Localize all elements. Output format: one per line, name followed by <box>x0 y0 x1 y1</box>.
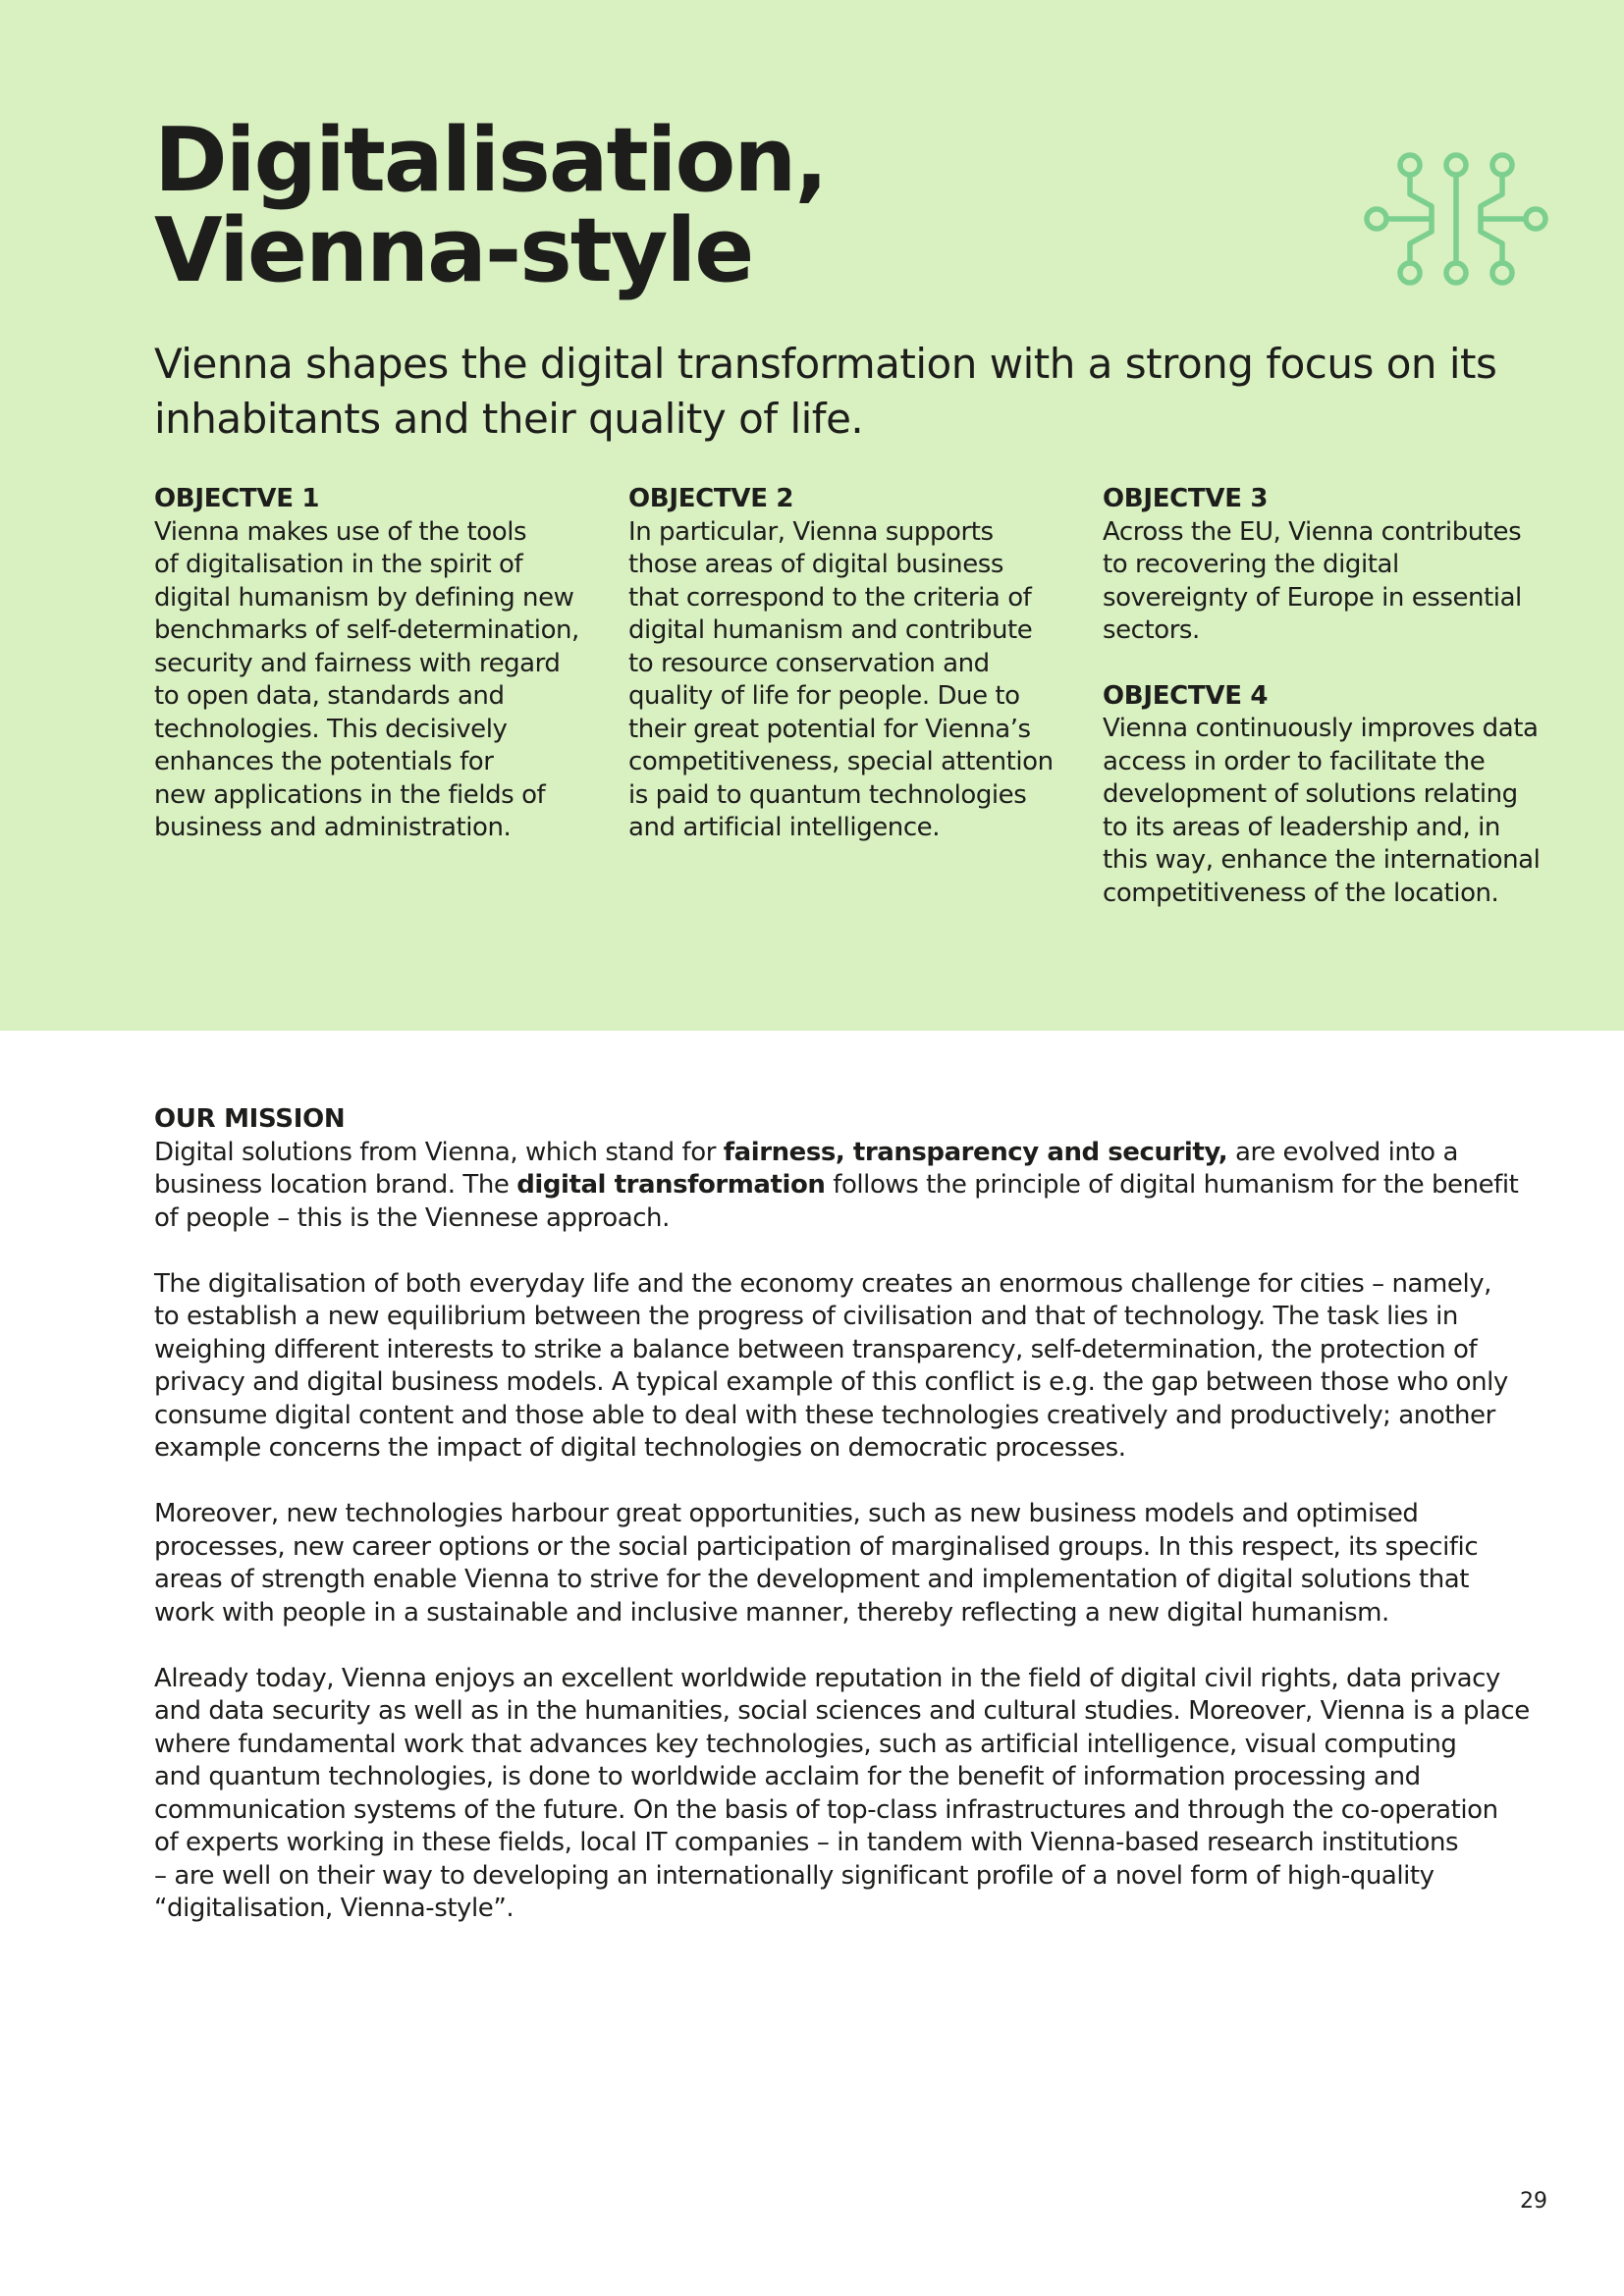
text-line: The digitalisation of both everyday life and the economy creates an enormous challenge for cities – namely, <box>154 1268 1491 1299</box>
text-line: to recovering the digital <box>1103 550 1399 579</box>
text-line: to resource conservation and <box>628 648 990 678</box>
text-line: quality of life for people. Due to <box>628 681 1020 711</box>
text-line: communication systems of the future. On the basis of top-class infrastructures and through the co-operation <box>154 1794 1498 1825</box>
text-line: processes, new career options or the social participation of marginalised groups. In this respect, its specific <box>154 1531 1479 1562</box>
text-line: technologies. This decisively <box>154 714 508 744</box>
objective-title: OBJECTVE 2 <box>628 484 794 513</box>
text-line: Vienna continuously improves data <box>1103 714 1539 743</box>
text-line: work with people in a sustainable and inclusive manner, thereby reflecting a new digital humanism. <box>154 1597 1389 1628</box>
lead-text <box>154 337 1529 447</box>
text-line: consume digital content and those able to deal with these technologies creatively and productively; another <box>154 1400 1495 1430</box>
text-line: digital humanism by defining new <box>154 582 574 613</box>
text-line: new applications in the fields of <box>154 779 546 810</box>
objective-3-title: OBJECTVE 3 <box>1103 484 1269 513</box>
text-line: those areas of digital business <box>628 550 1003 579</box>
mission-paragraph-2 <box>154 1268 1509 1466</box>
objective-1 <box>154 483 586 845</box>
objective-4-text <box>1103 713 1554 910</box>
mission-paragraph-1 <box>154 1137 1519 1236</box>
text-line: privacy and digital business models. A typical example of this conflict is e.g. the gap between those who only <box>154 1367 1508 1397</box>
lead-line-1: Vienna shapes the digital transformation with a strong focus on its <box>154 340 1497 388</box>
text-line: and data security as well as in the humanities, social sciences and cultural studies. Moreover, Vienna is a place <box>154 1696 1530 1726</box>
bold-text: fairness, transparency and security, <box>723 1137 1228 1167</box>
text-line: digital humanism and contribute <box>628 615 1033 645</box>
mission-heading: OUR MISSION <box>154 1104 346 1134</box>
text-line: of experts working in these fields, local IT companies – in tandem with Vienna-based research institutions <box>154 1828 1459 1857</box>
text-line: weighing different interests to strike a balance between transparency, self-determination, the protection of <box>154 1334 1478 1364</box>
text-line: enhances the potentials for <box>154 747 494 776</box>
text-line: Across the EU, Vienna contributes <box>1103 516 1522 547</box>
text-line: In particular, Vienna supports <box>628 516 994 547</box>
text-line: and artificial intelligence. <box>628 813 941 842</box>
text-run: business location brand. The <box>154 1170 517 1200</box>
text-line: areas of strength enable Vienna to strive for the development and implementation of digital solutions that <box>154 1565 1469 1594</box>
page-title <box>154 109 827 302</box>
text-line: security and fairness with regard <box>154 648 561 678</box>
circuit-icon <box>1363 145 1549 293</box>
page-number: 29 <box>1520 2189 1547 2214</box>
text-line: is paid to quantum technologies <box>628 779 1027 810</box>
text-line: this way, enhance the international <box>1103 845 1541 875</box>
text-line <box>154 1137 1509 1170</box>
objective-text <box>628 516 1060 845</box>
text-line: competitiveness of the location. <box>1103 878 1499 908</box>
text-line: development of solutions relating <box>1103 779 1518 809</box>
objective-2 <box>628 483 1060 845</box>
objective-4-title: OBJECTVE 4 <box>1103 680 1269 711</box>
text-line: to establish a new equilibrium between the progress of civilisation and that of technology. The task lies in <box>154 1302 1458 1331</box>
text-line: competitiveness, special attention <box>628 747 1054 776</box>
text-line: of digitalisation in the spirit of <box>154 550 523 579</box>
text-run: follows the principle of digital humanism for the benefit <box>825 1170 1519 1200</box>
text-line: sectors. <box>1103 615 1200 645</box>
bold-text: digital transformation <box>516 1170 826 1200</box>
title-line-1: Digitalisation, <box>154 109 827 212</box>
text-line: to its areas of leadership and, in <box>1103 812 1500 842</box>
objectives-3-4 <box>1103 483 1554 910</box>
text-line: and quantum technologies, is done to worldwide acclaim for the benefit of information processing and <box>154 1762 1421 1791</box>
text-line: – are well on their way to developing an internationally significant profile of a novel form of high-quality <box>154 1860 1435 1891</box>
spacer <box>1103 648 1554 680</box>
text-line: to open data, standards and <box>154 681 505 711</box>
text-run: Digital solutions from Vienna, which stand for <box>154 1137 724 1167</box>
text-line: benchmarks of self-determination, <box>154 615 579 645</box>
text-line: Vienna makes use of the tools <box>154 516 527 547</box>
text-line: Already today, Vienna enjoys an excellent worldwide reputation in the field of digital civil rights, data privacy <box>154 1663 1500 1693</box>
text-line: where fundamental work that advances key technologies, such as artificial intelligence, visual computing <box>154 1729 1457 1759</box>
mission-paragraph-3 <box>154 1498 1509 1629</box>
text-line: “digitalisation, Vienna-style”. <box>154 1894 514 1923</box>
objective-3-text <box>1103 516 1554 648</box>
mission-section <box>154 1103 1530 1958</box>
text-run: are evolved into a <box>1227 1137 1458 1167</box>
mission-paragraph-4 <box>154 1663 1530 1926</box>
title-line-2: Vienna-style <box>154 199 753 302</box>
text-line: Moreover, new technologies harbour great opportunities, such as new business models and optimised <box>154 1499 1419 1528</box>
text-line: their great potential for Vienna’s <box>628 714 1031 744</box>
text-line <box>154 1169 1519 1202</box>
text-line: sovereignty of Europe in essential <box>1103 582 1522 613</box>
objective-title: OBJECTVE 1 <box>154 484 320 513</box>
lead-line-2: inhabitants and their quality of life. <box>154 395 864 443</box>
text-line: of people – this is the Viennese approach. <box>154 1202 670 1233</box>
text-line: that correspond to the criteria of <box>628 582 1032 613</box>
text-line: access in order to facilitate the <box>1103 746 1486 776</box>
hero-section <box>0 0 1624 1031</box>
objective-text <box>154 516 586 845</box>
text-line: business and administration. <box>154 813 512 842</box>
text-line: example concerns the impact of digital technologies on democratic processes. <box>154 1433 1126 1463</box>
